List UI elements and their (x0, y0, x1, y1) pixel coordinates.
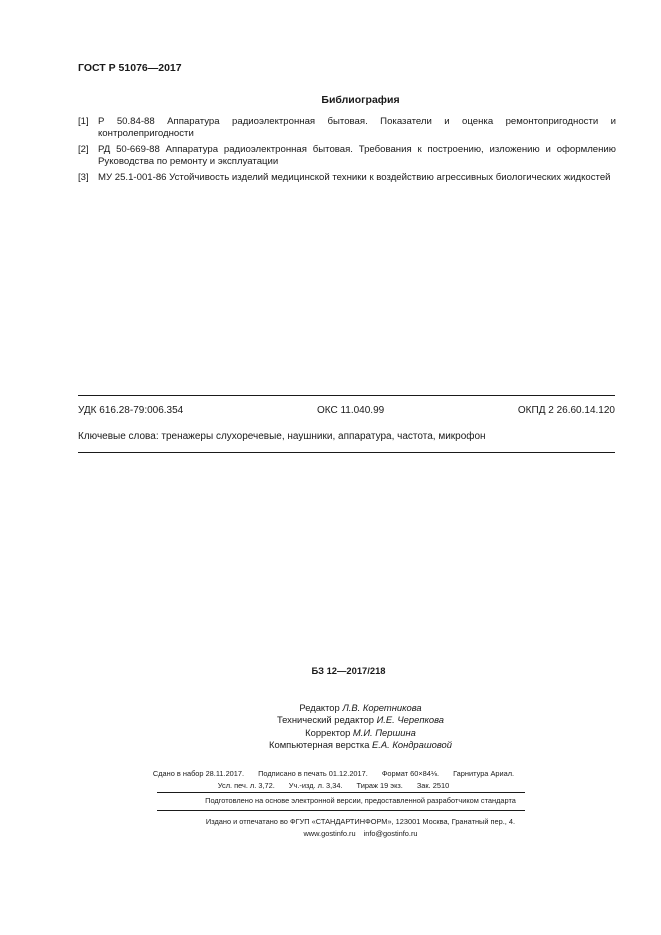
bibliography-item-number: [1] (78, 116, 89, 127)
credit-name: И.Е. Черепкова (376, 714, 445, 726)
bibliography-item-text: Р 50.84-88 Аппаратура радиоэлектронная бытовая. Показатели и оценка ремонтопригодности и контролепригодности (98, 116, 616, 140)
credit-line (30, 714, 661, 726)
bibliography-item (78, 144, 616, 169)
bibliography-item (78, 172, 616, 184)
top-divider (78, 395, 615, 396)
bibliography-list (78, 116, 616, 187)
imprint-field: Уч.-изд. л. 3,34. (288, 780, 343, 790)
publisher-line: Издано и отпечатано во ФГУП «СТАНДАРТИНФОРМ», 123001 Москва, Гранатный пер., 4. (205, 817, 516, 826)
imprint-field: Сдано в набор 28.11.2017. (152, 769, 245, 778)
bibliography-item (78, 116, 616, 141)
imprint-row (3, 768, 661, 780)
credit-role: Корректор (305, 726, 351, 738)
imprint-row (3, 780, 661, 792)
imprint-field: Усл. печ. л. 3,72. (217, 780, 275, 790)
imprint-divider-top (157, 792, 525, 793)
classification-row (78, 405, 615, 416)
credit-role: Технический редактор (276, 714, 374, 726)
bibliography-item-number: [3] (78, 171, 89, 183)
bottom-divider (78, 452, 615, 453)
imprint-field: Гарнитура Ариал. (453, 769, 515, 778)
credit-line (30, 739, 661, 751)
email-link[interactable]: info@gostinfo.ru (363, 829, 418, 838)
keywords: Ключевые слова: тренажеры слухоречевые, наушники, аппаратура, частота, микрофон (78, 431, 486, 442)
bibliography-title: Библиография (321, 94, 400, 106)
website-link[interactable]: www.gostinfo.ru (303, 829, 356, 838)
credit-name: Л.В. Коретникова (342, 702, 422, 713)
udk-code: УДК 616.28-79:006.354 (78, 405, 184, 416)
credit-name: Е.А. Кондрашовой (372, 738, 452, 750)
credit-name: М.И. Першина (352, 726, 416, 738)
credit-line (30, 702, 661, 714)
imprint-field: Формат 60×84⅛. (381, 769, 440, 778)
publisher-contacts (30, 828, 661, 840)
imprint-field: Тираж 19 экз. (356, 780, 403, 790)
credits-block (30, 702, 661, 751)
imprint-field: Зак. 2510 (416, 780, 450, 790)
oks-code: ОКС 11.040.99 (316, 405, 385, 416)
okpd-code: ОКПД 2 26.60.14.120 (517, 405, 615, 416)
publisher-block (30, 816, 661, 840)
credit-role: Редактор (299, 702, 340, 713)
imprint-block (3, 768, 661, 791)
credit-role: Компьютерная верстка (269, 738, 370, 750)
imprint-field: Подписано в печать 01.12.2017. (258, 769, 368, 778)
prepared-note: Подготовлено на основе электронной версии, предоставленной разработчиком стандарта (205, 796, 516, 805)
imprint-divider-bottom (157, 810, 525, 811)
bibliography-item-text: МУ 25.1-001-86 Устойчивость изделий медицинской техники к воздействию агрессивных биологических жидкостей (98, 171, 611, 183)
bz-number: БЗ 12—2017/218 (311, 665, 386, 676)
bibliography-item-text: РД 50-669-88 Аппаратура радиоэлектронная бытовая. Требования к построению, изложению и оформлению Руководства по ремонту и эксплуатации (98, 143, 616, 168)
bibliography-item-number: [2] (78, 143, 89, 155)
standard-code: ГОСТ Р 51076—2017 (78, 62, 182, 74)
credit-line (30, 727, 661, 739)
